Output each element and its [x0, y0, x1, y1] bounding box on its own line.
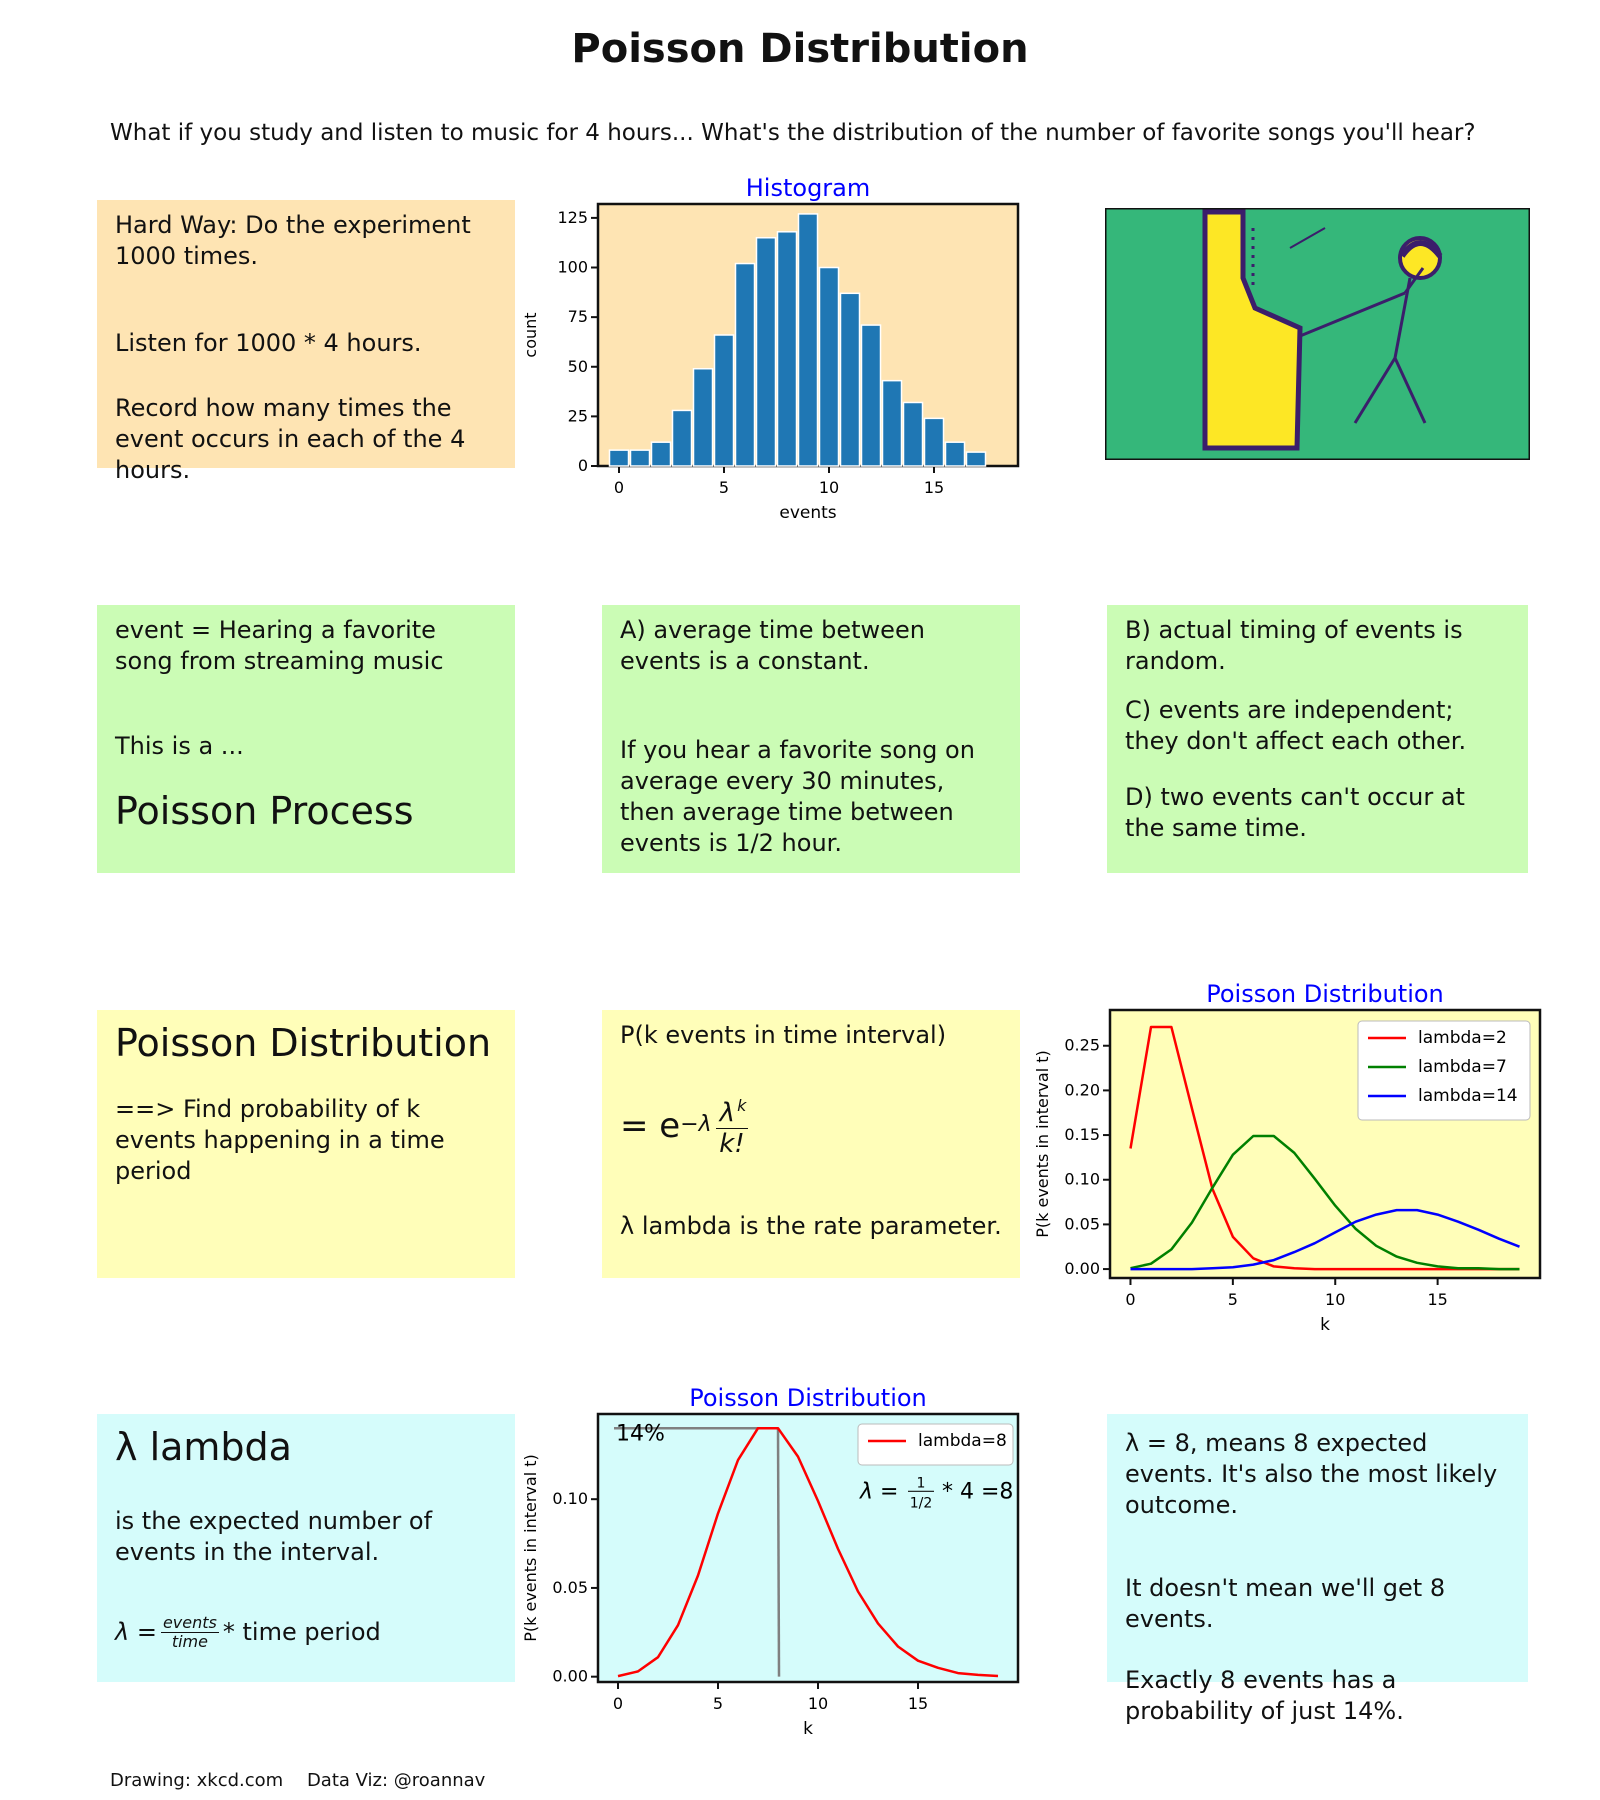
histogram-bar	[715, 335, 734, 466]
credits	[110, 1770, 503, 1791]
x-axis-label: k	[803, 1719, 813, 1739]
exactly-probability-text: Exactly 8 events has a probability of just 14%.	[1125, 1666, 1404, 1725]
histogram-bar	[673, 410, 692, 466]
histogram-chart	[510, 160, 1030, 540]
y-tick-label: 0.25	[1064, 1035, 1100, 1055]
record-text: Record how many times the event occurs in each of the 4 hours.	[115, 394, 466, 484]
formula-denominator: k!	[719, 1128, 745, 1159]
lambda-annotation-lhs: λ =	[860, 1479, 899, 1505]
poisson-formula	[620, 1095, 1002, 1159]
y-tick-label: 0.10	[1064, 1169, 1100, 1189]
expected-events-text: λ = 8, means 8 expected events. It's also the most likely outcome.	[1125, 1429, 1498, 1519]
panel-assumptions	[1105, 603, 1530, 875]
legend-label: lambda=2	[1418, 1028, 1507, 1048]
y-tick-label: 50	[567, 356, 588, 376]
histogram-bar	[799, 214, 818, 466]
y-tick-label: 0.15	[1064, 1125, 1100, 1145]
y-tick-label: 0.20	[1064, 1080, 1100, 1100]
assumption-d-text: D) two events can't occur at the same time.	[1125, 783, 1465, 842]
dataviz-credit: Data Viz: @roannav	[306, 1770, 486, 1791]
lambda-rate-text: λ lambda is the rate parameter.	[620, 1211, 1002, 1240]
lambda-annotation-den: 1/2	[909, 1495, 933, 1512]
assumption-c-text: C) events are independent; they don't affect each other.	[1125, 696, 1467, 755]
histogram-bar	[631, 450, 650, 466]
legend-label: lambda=7	[1418, 1057, 1507, 1077]
chart-title: Poisson Distribution	[689, 1384, 927, 1412]
example-text: If you hear a favorite song on average every 30 minutes, then average time between events is 1/2 hour.	[620, 736, 975, 857]
histogram-bar	[967, 452, 986, 466]
poisson-lambda8-chart	[510, 1368, 1030, 1748]
y-tick-label: 125	[557, 207, 588, 227]
y-axis-label: P(k events in interval t)	[1033, 1050, 1052, 1238]
legend-label: lambda=14	[1418, 1086, 1518, 1106]
panel-lambda-definition	[95, 1412, 517, 1684]
y-tick-label: 0	[577, 456, 588, 475]
y-tick-label: 0.10	[552, 1489, 588, 1509]
x-tick-label: 15	[907, 1694, 929, 1713]
histogram-bar	[694, 369, 713, 466]
distribution-heading: Poisson Distribution	[115, 1021, 492, 1065]
formula-heading: P(k events in time interval)	[620, 1021, 947, 1049]
panel-interpretation	[1105, 1412, 1530, 1725]
not-mean-text: It doesn't mean we'll get 8 events.	[1125, 1574, 1446, 1633]
formula-exponent: −λ	[680, 1112, 712, 1138]
poisson-process-heading: Poisson Process	[115, 789, 414, 833]
histogram-bar	[904, 402, 923, 466]
x-tick-label: 5	[718, 478, 730, 497]
x-tick-label: 0	[612, 1694, 624, 1713]
lambda-formula-denominator: time	[171, 1632, 208, 1651]
x-tick-label: 10	[807, 1694, 829, 1713]
person-listening-illustration	[1105, 208, 1530, 460]
page-title: Poisson Distribution	[571, 26, 1029, 72]
lambda-formula	[115, 1614, 497, 1651]
drawing-credit: Drawing: xkcd.com	[110, 1770, 284, 1791]
histogram-bar	[820, 268, 839, 466]
xkcd-drawing	[1105, 208, 1530, 460]
histogram-bar	[946, 442, 965, 466]
x-tick-label: 15	[1427, 1290, 1448, 1309]
histogram-bar	[757, 238, 776, 466]
poisson-multi-lambda-chart	[1010, 965, 1590, 1345]
y-tick-label: 0.05	[552, 1577, 588, 1597]
intro-question: What if you study and listen to music for 4 hours... What's the distribution of the number of favorite songs you'll hear?	[110, 120, 1476, 146]
y-tick-label: 0.00	[1064, 1259, 1100, 1279]
lambda-definition-text: is the expected number of events in the interval.	[115, 1507, 433, 1566]
lambda-formula-rhs: * time period	[222, 1618, 381, 1646]
chart-title: Poisson Distribution	[1206, 980, 1444, 1008]
x-tick-label: 0	[1125, 1290, 1136, 1309]
panel-constant-average	[600, 603, 1022, 875]
y-tick-label: 25	[567, 406, 588, 426]
formula-fraction	[716, 1091, 749, 1159]
histogram-bar	[862, 325, 881, 466]
histogram-bar	[736, 264, 755, 466]
histogram-bar	[610, 450, 629, 466]
this-is-text: This is a ...	[115, 732, 244, 760]
listen-text: Listen for 1000 * 4 hours.	[115, 329, 422, 357]
histogram-bar	[925, 418, 944, 466]
lambda-formula-fraction	[161, 1614, 219, 1651]
panel-hard-way	[95, 198, 517, 484]
panel-formula	[600, 1008, 1022, 1280]
y-axis-label: P(k events in interval t)	[521, 1454, 540, 1642]
hard-way-text: Hard Way: Do the experiment 1000 times.	[115, 211, 471, 270]
y-tick-label: 100	[557, 257, 588, 277]
lambda-annotation-num: 1	[916, 1475, 926, 1492]
formula-equals-e: = e	[620, 1106, 681, 1147]
formula-numerator: λ	[719, 1097, 736, 1128]
find-probability-text: ==> Find probability of k events happening in a time period	[115, 1095, 445, 1185]
chart-title: Histogram	[745, 174, 871, 202]
y-axis-label: count	[521, 312, 540, 358]
histogram-bar	[883, 381, 902, 466]
x-tick-label: 10	[818, 478, 840, 497]
event-definition-text: event = Hearing a favorite song from streaming music	[115, 616, 444, 675]
histogram-bar	[778, 232, 797, 466]
y-tick-label: 0.00	[552, 1666, 588, 1686]
formula-numerator-exponent: k	[737, 1096, 747, 1115]
y-tick-label: 0.05	[1064, 1214, 1100, 1234]
lambda-formula-numerator: events	[162, 1613, 217, 1632]
panel-event-definition	[95, 603, 517, 875]
panel-distribution-intro	[95, 1008, 517, 1280]
peak-annotation: 14%	[616, 1421, 665, 1447]
legend-label: lambda=8	[918, 1431, 1007, 1451]
x-tick-label: 10	[1325, 1290, 1346, 1309]
histogram-bar	[652, 442, 671, 466]
lambda-reference-line	[778, 1428, 779, 1676]
x-tick-label: 0	[613, 478, 625, 497]
x-tick-label: 5	[712, 1694, 724, 1713]
assumption-a-text: A) average time between events is a constant.	[620, 616, 925, 675]
lambda-annotation-rhs: * 4 =8	[942, 1479, 1014, 1505]
assumption-b-text: B) actual timing of events is random.	[1125, 616, 1463, 675]
x-axis-label: k	[1320, 1315, 1330, 1335]
histogram-bar	[841, 293, 860, 466]
y-tick-label: 75	[567, 307, 588, 327]
lambda-heading: λ lambda	[115, 1425, 292, 1469]
x-tick-label: 5	[1227, 1290, 1238, 1309]
x-axis-label: events	[779, 503, 837, 523]
x-tick-label: 15	[923, 478, 945, 497]
lambda-formula-lhs: λ =	[115, 1618, 157, 1646]
drawing-background	[1105, 208, 1530, 460]
